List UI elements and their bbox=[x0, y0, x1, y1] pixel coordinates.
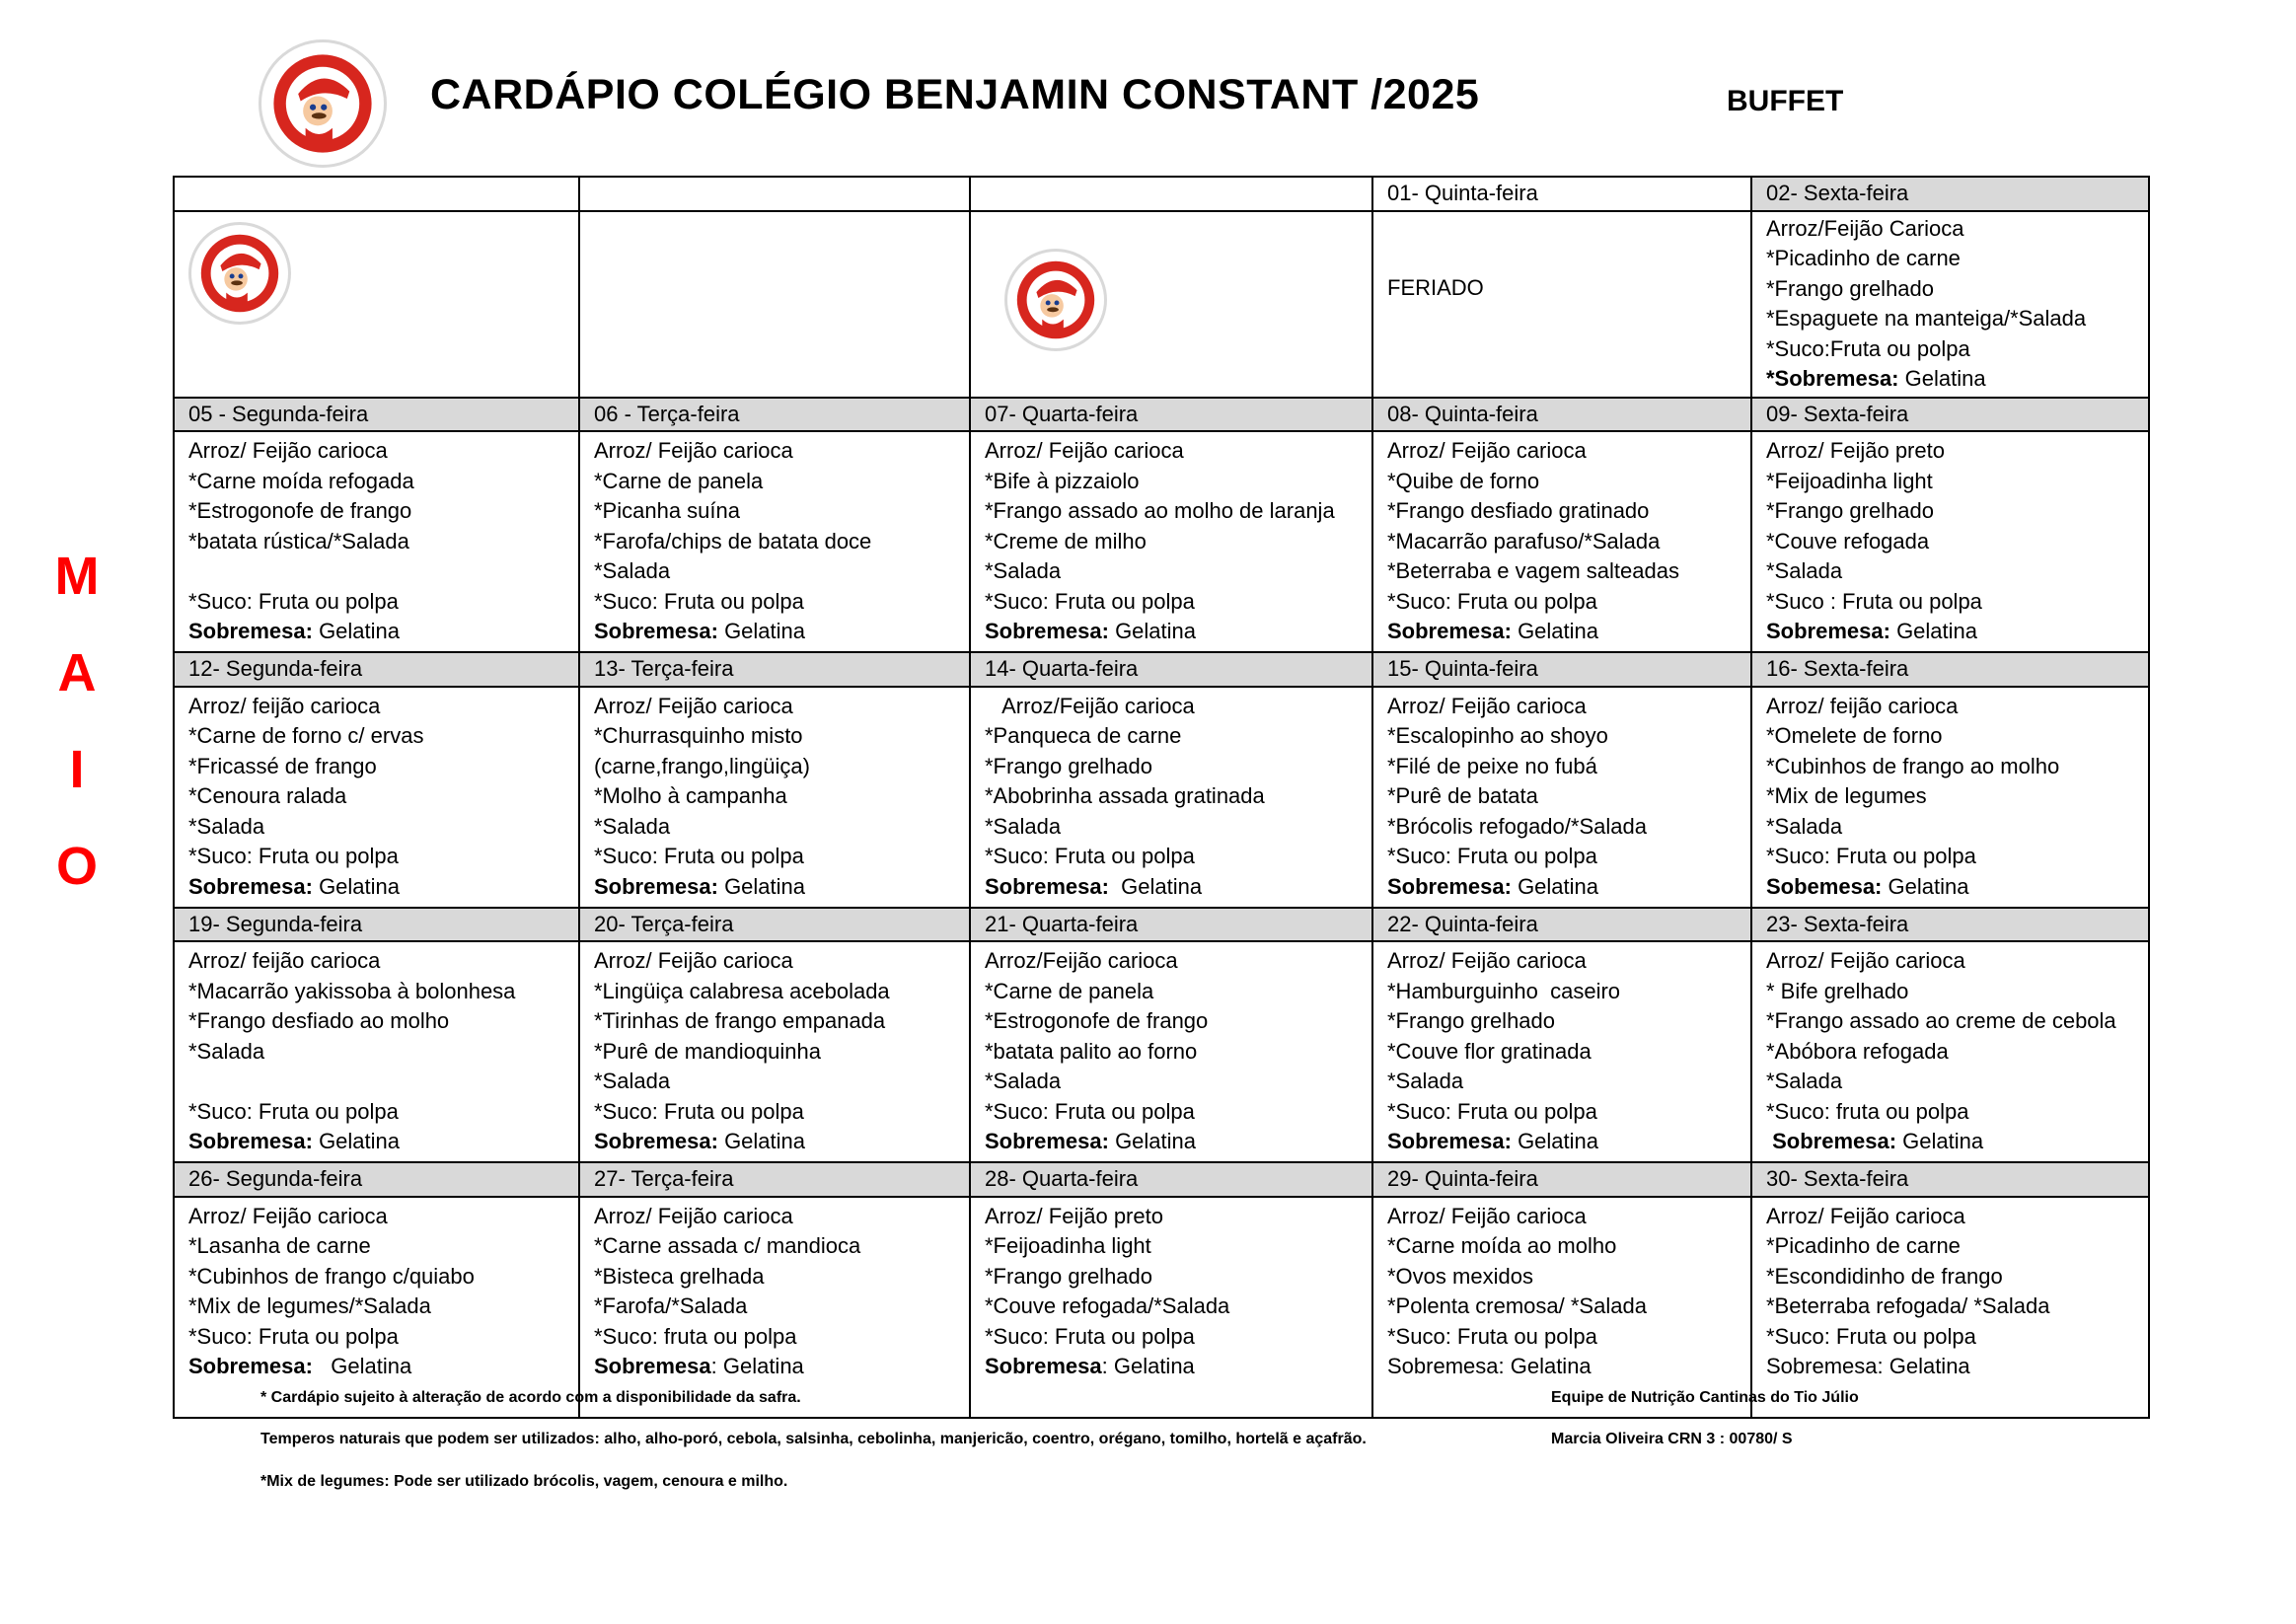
day-header: 13- Terça-feira bbox=[579, 652, 970, 687]
menu-cell bbox=[174, 431, 579, 652]
menu-line: *Beterraba e vagem salteadas bbox=[1387, 558, 1679, 583]
menu-line: *Carne de forno c/ ervas bbox=[188, 723, 424, 748]
dessert-label: Sobremesa: bbox=[594, 873, 718, 899]
menu-cell bbox=[174, 1197, 579, 1418]
month-letter: A bbox=[57, 643, 97, 702]
dessert-value: Gelatina bbox=[1108, 1129, 1197, 1153]
menu-cell bbox=[579, 431, 970, 652]
dessert-value: Gelatina bbox=[1889, 619, 1978, 643]
menu-line: *batata rústica/*Salada bbox=[188, 528, 409, 554]
menu-line: *Frango grelhado bbox=[985, 1263, 1153, 1289]
menu-line: *Suco: Fruta ou polpa bbox=[188, 588, 399, 614]
menu-line: *Salada bbox=[594, 813, 671, 839]
dessert-line bbox=[985, 1352, 1358, 1382]
table-header-row bbox=[174, 652, 2149, 687]
menu-line: *batata palito ao forno bbox=[985, 1038, 1198, 1064]
menu-line: *Farofa/*Salada bbox=[594, 1293, 748, 1318]
day-header: 07- Quarta-feira bbox=[970, 398, 1372, 432]
menu-line: *Carne moída ao molho bbox=[1387, 1233, 1617, 1258]
menu-line: *Abóbora refogada bbox=[1766, 1038, 1949, 1064]
menu-line: Arroz/ Feijão carioca bbox=[1387, 693, 1587, 718]
menu-line: *Cubinhos de frango c/quiabo bbox=[188, 1263, 475, 1289]
menu-line: *Omelete de forno bbox=[1766, 723, 1943, 748]
menu-cell bbox=[1751, 687, 2149, 908]
menu-line: *Frango desfiado ao molho bbox=[188, 1008, 450, 1033]
menu-line: Arroz/ feijão carioca bbox=[1766, 693, 1959, 718]
menu-line: *Macarrão yakissoba à bolonhesa bbox=[188, 978, 516, 1003]
menu-line: *Frango desfiado gratinado bbox=[1387, 498, 1650, 523]
dessert-label: Sobremesa: bbox=[188, 1354, 313, 1378]
day-header bbox=[970, 177, 1372, 211]
dessert-value: : Gelatina bbox=[710, 1354, 804, 1378]
day-header: 12- Segunda-feira bbox=[174, 652, 579, 687]
menu-cell bbox=[1372, 1197, 1751, 1418]
dessert-line bbox=[188, 1352, 564, 1382]
dessert-line: Sobremesa: Gelatina bbox=[1766, 1354, 1970, 1378]
dessert-value: Gelatina bbox=[717, 873, 806, 899]
menu-line: *Churrasquinho misto bbox=[594, 723, 803, 748]
day-header: 09- Sexta-feira bbox=[1751, 398, 2149, 432]
menu-line: *Mix de legumes/*Salada bbox=[188, 1293, 431, 1318]
month-letter: O bbox=[55, 837, 98, 896]
day-header: 30- Sexta-feira bbox=[1751, 1162, 2149, 1197]
menu-line: *Purê de batata bbox=[1387, 783, 1538, 808]
menu-line: *Bife à pizzaiolo bbox=[985, 468, 1140, 493]
day-header: 29- Quinta-feira bbox=[1372, 1162, 1751, 1197]
menu-line: *Suco: Fruta ou polpa bbox=[594, 588, 804, 614]
table-header-row bbox=[174, 177, 2149, 211]
menu-line: *Suco: Fruta ou polpa bbox=[188, 844, 399, 868]
menu-line: *Cubinhos de frango ao molho bbox=[1766, 753, 2060, 778]
menu-line: *Suco : Fruta ou polpa bbox=[1766, 588, 1982, 614]
dessert-label: Sobremesa: bbox=[1766, 619, 1890, 643]
menu-line: *Mix de legumes bbox=[1766, 783, 1927, 808]
menu-line: *Suco: Fruta ou polpa bbox=[985, 1098, 1195, 1124]
menu-cell bbox=[174, 687, 579, 908]
dessert-value: Gelatina bbox=[1108, 873, 1203, 899]
footer-note-seasonings: Temperos naturais que podem ser utilizados: alho, alho-poró, cebola, salsinha, cebolinha, manjericão, coentro, orégano, tomilho, hortelã e açafrão. bbox=[260, 1431, 1367, 1447]
table-row bbox=[174, 431, 2149, 652]
menu-line: *Brócolis refogado/*Salada bbox=[1387, 813, 1647, 839]
menu-line: *Farofa/chips de batata doce bbox=[594, 528, 872, 554]
menu-cell bbox=[579, 687, 970, 908]
dessert-label: Sobremesa: bbox=[188, 873, 313, 899]
holiday-label: FERIADO bbox=[1387, 274, 1484, 300]
dessert-value: Gelatina bbox=[1882, 873, 1969, 899]
dessert-label: Sobremesa bbox=[594, 1354, 711, 1378]
table-row bbox=[174, 1197, 2149, 1418]
dessert-value: Gelatina bbox=[1511, 873, 1599, 899]
day-header: 23- Sexta-feira bbox=[1751, 908, 2149, 942]
mascot-logo-icon bbox=[1004, 249, 1107, 351]
dessert-label: Sobremesa: bbox=[1387, 619, 1512, 643]
menu-line: *Suco: Fruta ou polpa bbox=[594, 1098, 804, 1124]
dessert-line bbox=[1387, 617, 1737, 647]
month-letter: M bbox=[54, 547, 100, 606]
menu-line: *Hamburguinho caseiro bbox=[1387, 978, 1621, 1003]
dessert-line bbox=[594, 1127, 955, 1157]
menu-line: *Couve refogada bbox=[1766, 528, 1930, 554]
menu-line: Arroz/ Feijão carioca bbox=[985, 438, 1184, 463]
dessert-label: Sobremesa: bbox=[1387, 1129, 1512, 1153]
menu-line: Arroz/Feijão carioca bbox=[985, 948, 1178, 973]
menu-line: *Suco: Fruta ou polpa bbox=[188, 1323, 399, 1349]
footer-team: Equipe de Nutrição Cantinas do Tio Júlio bbox=[1551, 1389, 1859, 1406]
menu-line: *Suco: fruta ou polpa bbox=[1766, 1098, 1969, 1124]
menu-line: *Tirinhas de frango empanada bbox=[594, 1008, 886, 1033]
menu-line: *Cenoura ralada bbox=[188, 783, 347, 808]
dessert-label: Sobemesa: bbox=[1766, 873, 1883, 899]
dessert-line bbox=[985, 872, 1358, 903]
menu-cell bbox=[1372, 211, 1751, 398]
menu-line: *Salada bbox=[594, 558, 671, 583]
menu-cell bbox=[1372, 941, 1751, 1162]
dessert-line bbox=[188, 872, 564, 903]
menu-line: Arroz/ Feijão carioca bbox=[1387, 948, 1587, 973]
dessert-value: : Gelatina bbox=[1101, 1354, 1195, 1378]
dessert-line bbox=[1387, 872, 1737, 903]
dessert-line bbox=[594, 617, 955, 647]
menu-line: *Salada bbox=[1766, 558, 1843, 583]
menu-line: *Salada bbox=[188, 813, 265, 839]
month-letter: I bbox=[69, 740, 85, 799]
menu-line: * Bife grelhado bbox=[1766, 978, 1909, 1003]
menu-line: *Carne de panela bbox=[985, 978, 1154, 1003]
menu-line: *Espaguete na manteiga/*Salada bbox=[1766, 306, 2087, 331]
month-vertical-label bbox=[47, 528, 107, 915]
dessert-label: Sobremesa bbox=[985, 1354, 1102, 1378]
menu-line: *Suco: Fruta ou polpa bbox=[1387, 1323, 1597, 1349]
day-header: 27- Terça-feira bbox=[579, 1162, 970, 1197]
menu-line: *Carne assada c/ mandioca bbox=[594, 1233, 861, 1258]
menu-cell bbox=[1751, 211, 2149, 398]
menu-line: *Bisteca grelhada bbox=[594, 1263, 765, 1289]
menu-line: *Macarrão parafuso/*Salada bbox=[1387, 528, 1661, 554]
menu-line: *Suco: Fruta ou polpa bbox=[188, 1098, 399, 1124]
dessert-line bbox=[1766, 364, 2134, 395]
menu-line: *Carne moída refogada bbox=[188, 468, 414, 493]
day-header: 02- Sexta-feira bbox=[1751, 177, 2149, 211]
menu-line: *Picanha suína bbox=[594, 498, 740, 523]
menu-line: Arroz/ Feijão carioca bbox=[1766, 948, 1965, 973]
dessert-line bbox=[594, 1352, 955, 1382]
day-header: 21- Quarta-feira bbox=[970, 908, 1372, 942]
menu-line: *Salada bbox=[985, 813, 1062, 839]
dessert-value: Gelatina bbox=[312, 1129, 401, 1153]
menu-line: *Fricassé de frango bbox=[188, 753, 377, 778]
dessert-value: Gelatina bbox=[312, 873, 401, 899]
menu-line: *Salada bbox=[1766, 813, 1843, 839]
dessert-value: Gelatina bbox=[1511, 619, 1599, 643]
menu-line: *Suco: Fruta ou polpa bbox=[985, 1323, 1195, 1349]
menu-cell bbox=[970, 941, 1372, 1162]
menu-cell bbox=[970, 211, 1372, 398]
menu-cell bbox=[579, 941, 970, 1162]
menu-line: *Salada bbox=[188, 1038, 265, 1064]
mascot-logo-icon bbox=[188, 222, 291, 325]
dessert-line bbox=[985, 1127, 1358, 1157]
dessert-label: Sobremesa: bbox=[594, 1129, 718, 1153]
dessert-line bbox=[188, 617, 564, 647]
menu-line: *Frango grelhado bbox=[1766, 275, 1935, 301]
menu-line: *Abobrinha assada gratinada bbox=[985, 783, 1265, 808]
menu-cell bbox=[579, 211, 970, 398]
menu-line: Arroz/ feijão carioca bbox=[188, 948, 381, 973]
mascot-logo-icon bbox=[259, 39, 387, 168]
day-header: 14- Quarta-feira bbox=[970, 652, 1372, 687]
menu-line: *Picadinho de carne bbox=[1766, 246, 1961, 270]
dessert-value: Gelatina bbox=[312, 619, 401, 643]
day-header: 08- Quinta-feira bbox=[1372, 398, 1751, 432]
menu-line: *Beterraba refogada/ *Salada bbox=[1766, 1293, 2050, 1318]
dessert-line bbox=[1766, 1127, 2134, 1157]
day-header bbox=[174, 177, 579, 211]
menu-line: *Frango grelhado bbox=[1766, 498, 1935, 523]
menu-line: *Panqueca de carne bbox=[985, 723, 1182, 748]
day-header: 01- Quinta-feira bbox=[1372, 177, 1751, 211]
dessert-label: Sobremesa: bbox=[594, 619, 718, 643]
menu-line: Arroz/Feijão carioca bbox=[985, 693, 1195, 718]
dessert-value: Gelatina bbox=[717, 619, 806, 643]
day-header: 26- Segunda-feira bbox=[174, 1162, 579, 1197]
menu-line: *Molho à campanha bbox=[594, 783, 787, 808]
menu-cell bbox=[970, 431, 1372, 652]
table-header-row bbox=[174, 398, 2149, 432]
day-header: 05 - Segunda-feira bbox=[174, 398, 579, 432]
page-title: CARDÁPIO COLÉGIO BENJAMIN CONSTANT /2025 bbox=[430, 71, 1480, 118]
dessert-line bbox=[188, 1127, 564, 1157]
menu-cell bbox=[1372, 687, 1751, 908]
menu-line: *Suco: fruta ou polpa bbox=[594, 1323, 797, 1349]
menu-line bbox=[188, 556, 564, 587]
menu-line: Arroz/ Feijão preto bbox=[985, 1203, 1163, 1228]
dessert-line bbox=[1766, 617, 2134, 647]
menu-line: *Lasanha de carne bbox=[188, 1233, 371, 1258]
day-header: 22- Quinta-feira bbox=[1372, 908, 1751, 942]
menu-line: Arroz/ Feijão carioca bbox=[594, 1203, 793, 1228]
dessert-label: Sobremesa: bbox=[985, 619, 1109, 643]
menu-cell bbox=[970, 1197, 1372, 1418]
dessert-value: Gelatina bbox=[1108, 619, 1197, 643]
menu-cell bbox=[1751, 1197, 2149, 1418]
menu-line: *Salada bbox=[985, 1069, 1062, 1093]
dessert-value: Gelatina bbox=[717, 1129, 806, 1153]
dessert-label: Sobremesa: bbox=[188, 619, 313, 643]
menu-line: *Estrogonofe de frango bbox=[188, 498, 412, 523]
menu-line: *Escondidinho de frango bbox=[1766, 1263, 2003, 1289]
dessert-label: *Sobremesa: bbox=[1766, 366, 1899, 391]
menu-line: *Suco:Fruta ou polpa bbox=[1766, 335, 1970, 361]
menu-line: *Suco: Fruta ou polpa bbox=[1766, 1323, 1976, 1349]
menu-cell bbox=[1372, 431, 1751, 652]
menu-line: *Suco: Fruta ou polpa bbox=[985, 588, 1195, 614]
menu-cell bbox=[1751, 431, 2149, 652]
dessert-line: Sobremesa: Gelatina bbox=[1387, 1354, 1592, 1378]
dessert-label: Sobremesa: bbox=[985, 1129, 1109, 1153]
menu-line: *Couve refogada/*Salada bbox=[985, 1293, 1230, 1318]
menu-line: Arroz/ Feijão carioca bbox=[594, 948, 793, 973]
footer-nutritionist: Marcia Oliveira CRN 3 : 00780/ S bbox=[1551, 1431, 1793, 1447]
menu-line: Arroz/ Feijão carioca bbox=[594, 693, 793, 718]
menu-line: *Filé de peixe no fubá bbox=[1387, 753, 1597, 778]
buffet-label: BUFFET bbox=[1727, 85, 1844, 117]
menu-line: *Frango assado ao molho de laranja bbox=[985, 498, 1335, 523]
menu-line: Arroz/Feijão Carioca bbox=[1766, 215, 1964, 241]
menu-line: *Suco: Fruta ou polpa bbox=[1387, 1098, 1597, 1124]
menu-line bbox=[188, 1067, 564, 1097]
menu-line: *Polenta cremosa/ *Salada bbox=[1387, 1293, 1647, 1318]
menu-line: *Salada bbox=[985, 558, 1062, 583]
menu-line: *Escalopinho ao shoyo bbox=[1387, 723, 1608, 748]
menu-line: *Suco: Fruta ou polpa bbox=[1387, 588, 1597, 614]
menu-line: *Picadinho de carne bbox=[1766, 1233, 1961, 1258]
day-header: 15- Quinta-feira bbox=[1372, 652, 1751, 687]
menu-line: *Salada bbox=[1387, 1069, 1464, 1093]
day-header: 06 - Terça-feira bbox=[579, 398, 970, 432]
menu-line: *Feijoadinha light bbox=[1766, 468, 1933, 493]
menu-line: *Quibe de forno bbox=[1387, 468, 1540, 493]
menu-line: *Couve flor gratinada bbox=[1387, 1038, 1592, 1064]
menu-line: (carne,frango,lingüiça) bbox=[594, 753, 810, 778]
menu-line: *Purê de mandioquinha bbox=[594, 1038, 821, 1064]
dessert-label: Sobremesa: bbox=[1387, 873, 1512, 899]
menu-cell bbox=[174, 941, 579, 1162]
menu-line: *Frango assado ao creme de cebola bbox=[1766, 1008, 2116, 1033]
menu-line: *Suco: Fruta ou polpa bbox=[985, 844, 1195, 868]
dessert-label: Sobremesa: bbox=[1766, 1129, 1897, 1153]
menu-line: *Suco: Fruta ou polpa bbox=[1387, 844, 1597, 868]
menu-line: *Frango grelhado bbox=[1387, 1008, 1556, 1033]
dessert-label: Sobremesa: bbox=[985, 873, 1109, 899]
day-header: 28- Quarta-feira bbox=[970, 1162, 1372, 1197]
footer-note-harvest: * Cardápio sujeito à alteração de acordo com a disponibilidade da safra. bbox=[260, 1389, 801, 1406]
dessert-line bbox=[985, 617, 1358, 647]
footer-note-vegetable-mix: *Mix de legumes: Pode ser utilizado brócolis, vagem, cenoura e milho. bbox=[260, 1473, 788, 1490]
menu-line: Arroz/ Feijão carioca bbox=[188, 1203, 388, 1228]
table-header-row bbox=[174, 1162, 2149, 1197]
menu-line: *Salada bbox=[1766, 1069, 1843, 1093]
menu-line: *Frango grelhado bbox=[985, 753, 1153, 778]
menu-line: *Ovos mexidos bbox=[1387, 1263, 1533, 1289]
menu-line: Arroz/ Feijão carioca bbox=[1387, 438, 1587, 463]
table-header-row bbox=[174, 908, 2149, 942]
dessert-line bbox=[594, 872, 955, 903]
menu-line: Arroz/ feijão carioca bbox=[188, 693, 381, 718]
menu-line: *Suco: Fruta ou polpa bbox=[594, 844, 804, 868]
day-header: 20- Terça-feira bbox=[579, 908, 970, 942]
menu-line: *Suco: Fruta ou polpa bbox=[1766, 844, 1976, 868]
dessert-value: Gelatina bbox=[1896, 1129, 1984, 1153]
menu-line: *Carne de panela bbox=[594, 468, 764, 493]
dessert-value: Gelatina bbox=[312, 1354, 412, 1378]
dessert-line bbox=[1387, 1127, 1737, 1157]
menu-cell bbox=[579, 1197, 970, 1418]
day-header bbox=[579, 177, 970, 211]
dessert-label: Sobremesa: bbox=[188, 1129, 313, 1153]
table-row bbox=[174, 941, 2149, 1162]
menu-line: *Feijoadinha light bbox=[985, 1233, 1151, 1258]
menu-line: Arroz/ Feijão carioca bbox=[1387, 1203, 1587, 1228]
dessert-value: Gelatina bbox=[1511, 1129, 1599, 1153]
menu-table bbox=[173, 176, 2150, 1419]
menu-line: Arroz/ Feijão carioca bbox=[188, 438, 388, 463]
day-header: 16- Sexta-feira bbox=[1751, 652, 2149, 687]
table-row bbox=[174, 211, 2149, 398]
dessert-value: Gelatina bbox=[1898, 366, 1986, 391]
menu-line: *Creme de milho bbox=[985, 528, 1147, 554]
menu-line: *Estrogonofe de frango bbox=[985, 1008, 1209, 1033]
menu-line: *Lingüiça calabresa acebolada bbox=[594, 978, 890, 1003]
menu-line: *Salada bbox=[594, 1069, 671, 1093]
menu-line: Arroz/ Feijão carioca bbox=[594, 438, 793, 463]
menu-line: Arroz/ Feijão preto bbox=[1766, 438, 1945, 463]
menu-cell bbox=[1751, 941, 2149, 1162]
dessert-line bbox=[1766, 872, 2134, 903]
table-row bbox=[174, 687, 2149, 908]
day-header: 19- Segunda-feira bbox=[174, 908, 579, 942]
menu-cell bbox=[970, 687, 1372, 908]
menu-cell bbox=[174, 211, 579, 398]
menu-line: Arroz/ Feijão carioca bbox=[1766, 1203, 1965, 1228]
